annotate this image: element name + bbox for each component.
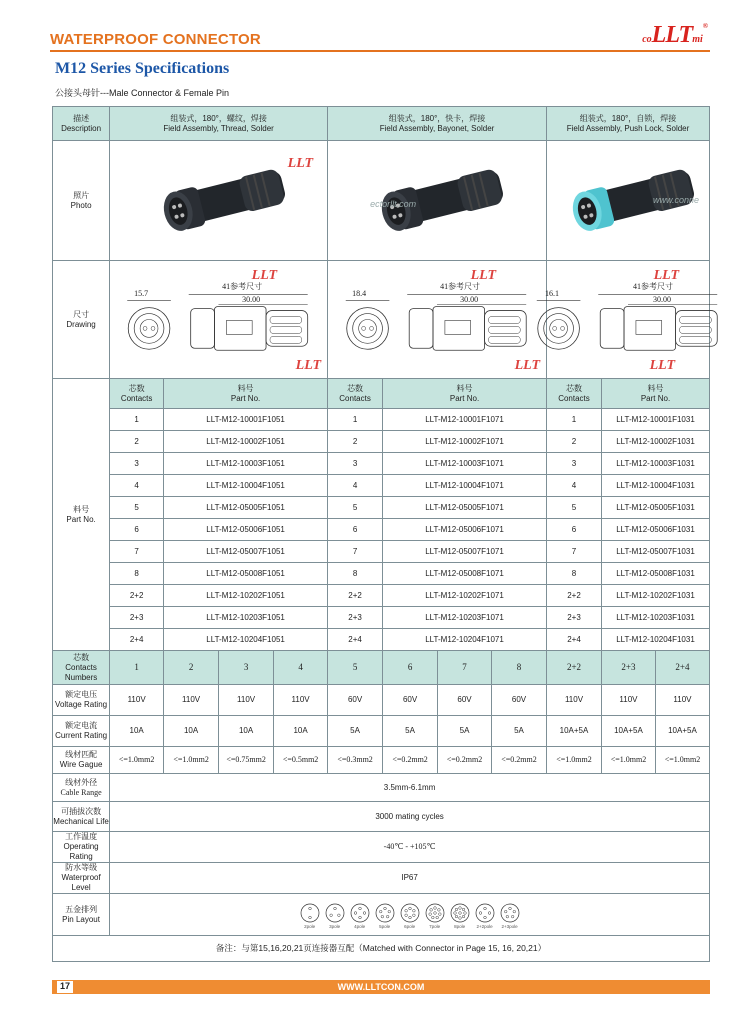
pin-diagram xyxy=(325,903,345,930)
contact-count: 3 xyxy=(110,453,164,475)
wire-value: <=1.0mm2 xyxy=(164,747,219,774)
contact-count: 8 xyxy=(328,563,383,585)
page-number: 17 xyxy=(60,981,71,991)
table-row xyxy=(53,541,710,563)
description-col-2 xyxy=(328,107,547,141)
contact-count: 6 xyxy=(547,519,602,541)
label-en: Field Assembly, Thread, Solder xyxy=(163,123,274,133)
contact-count: 4 xyxy=(328,475,383,497)
pin-diagram xyxy=(300,903,320,930)
contact-number: 8 xyxy=(491,651,546,685)
label-cn: 组装式，180°，自锁，焊接 xyxy=(579,113,677,123)
contact-number: 7 xyxy=(438,651,492,685)
part-number: LLT-M12-10202F1071 xyxy=(383,585,547,607)
table-row xyxy=(53,832,710,863)
label-en: Photo xyxy=(70,200,92,210)
part-number: LLT-M12-10204F1051 xyxy=(164,629,328,651)
photo-label xyxy=(53,141,110,261)
table-row xyxy=(53,261,710,379)
contact-count: 5 xyxy=(547,497,602,519)
contact-count: 8 xyxy=(110,563,164,585)
header-rule xyxy=(50,50,710,52)
table-row xyxy=(53,774,710,802)
reference-length: 41参考尺寸 xyxy=(222,282,263,291)
contact-count: 1 xyxy=(547,409,602,431)
contact-count: 7 xyxy=(110,541,164,563)
part-number: LLT-M12-10003F1031 xyxy=(602,453,710,475)
contact-count: 6 xyxy=(328,519,383,541)
contact-count: 2+3 xyxy=(328,607,383,629)
current-label xyxy=(53,716,110,747)
label-cn: 芯数 xyxy=(566,383,582,393)
cable-value: 3.5mm-6.1mm xyxy=(110,774,710,802)
part-number: LLT-M12-10204F1031 xyxy=(602,629,710,651)
label-cn: 额定电流 xyxy=(65,721,98,730)
description-col-3 xyxy=(547,107,710,141)
reference-length: 41参考尺寸 xyxy=(633,282,673,291)
contact-count: 2 xyxy=(110,431,164,453)
label-en: Part No. xyxy=(230,393,261,403)
label-cn: 组装式，180°，快卡，焊接 xyxy=(388,113,486,123)
contact-count: 3 xyxy=(328,453,383,475)
partno-label xyxy=(53,379,110,651)
contact-count: 2 xyxy=(547,431,602,453)
label-en: Waterproof Level xyxy=(61,873,101,892)
table-row xyxy=(53,497,710,519)
watermark-logo: LLT xyxy=(287,156,314,171)
contacts-header xyxy=(328,379,383,409)
table-row xyxy=(53,747,710,774)
label-en: Wire Gague xyxy=(59,760,103,769)
mech-value: 3000 mating cycles xyxy=(110,802,710,832)
pin-label: 3pole xyxy=(329,924,341,930)
connector-photo xyxy=(139,161,299,241)
contact-count: 8 xyxy=(547,563,602,585)
label-cn: 照片 xyxy=(73,190,90,200)
body-length: 30.00 xyxy=(653,295,671,304)
label-en: Contacts xyxy=(339,393,371,403)
label-en: Field Assembly, Push Lock, Solder xyxy=(566,123,690,133)
current-value: 10A+5A xyxy=(655,716,709,747)
table-row xyxy=(53,141,710,261)
wire-value: <=1.0mm2 xyxy=(547,747,602,774)
current-value: 10A+5A xyxy=(547,716,602,747)
table-row xyxy=(53,585,710,607)
part-number: LLT-M12-10202F1031 xyxy=(602,585,710,607)
watermark-text: www.conne xyxy=(652,195,699,205)
watermark-logo: LLT xyxy=(514,358,540,373)
contact-number: 4 xyxy=(274,651,328,685)
wire-value: <=0.2mm2 xyxy=(491,747,546,774)
photo-cell-1 xyxy=(110,141,328,261)
page-header xyxy=(50,22,710,52)
label-cn: 料号 xyxy=(456,383,473,393)
diameter-dimension: 16.1 xyxy=(545,289,559,298)
photo-cell-3 xyxy=(547,141,710,261)
label-en: Mechanical Life xyxy=(53,816,109,826)
voltage-value: 60V xyxy=(383,685,438,716)
wire-value: <=1.0mm2 xyxy=(602,747,656,774)
contacts-numbers-label xyxy=(53,651,110,685)
contact-number: 2+2 xyxy=(547,651,602,685)
watermark-logo: LLT xyxy=(649,358,675,373)
partno-header xyxy=(164,379,328,409)
contact-count: 1 xyxy=(328,409,383,431)
description-col-1 xyxy=(110,107,328,141)
label-en: Part No. xyxy=(66,514,96,524)
remark-note: 备注：与第15,16,20,21页连接器互配（Matched with Connector in Page 15, 16, 20,21） xyxy=(53,936,710,962)
pin-label: 2+2pole xyxy=(476,924,493,930)
contact-count: 7 xyxy=(328,541,383,563)
pin-diagram xyxy=(400,903,420,930)
pin-label: 5pole xyxy=(379,924,391,930)
voltage-value: 60V xyxy=(491,685,546,716)
wire-value: <=0.3mm2 xyxy=(328,747,383,774)
contact-count: 2+3 xyxy=(547,607,602,629)
part-number: LLT-M12-10002F1071 xyxy=(383,431,547,453)
pin-label: 6pole xyxy=(404,924,416,930)
part-number: LLT-M12-10001F1031 xyxy=(602,409,710,431)
table-row xyxy=(53,716,710,747)
label-en: Drawing xyxy=(66,319,96,329)
contact-count: 7 xyxy=(547,541,602,563)
table-row xyxy=(53,475,710,497)
photo-cell-2 xyxy=(328,141,547,261)
table-row xyxy=(53,431,710,453)
part-number: LLT-M12-05008F1031 xyxy=(602,563,710,585)
water-label xyxy=(53,863,110,894)
label-en: Contacts Numbers xyxy=(64,662,98,682)
part-number: LLT-M12-10202F1051 xyxy=(164,585,328,607)
label-cn: 芯数 xyxy=(347,383,364,393)
watermark-text: ectorllt.com xyxy=(370,199,417,209)
pin-label: 2pole xyxy=(304,924,316,930)
part-number: LLT-M12-05006F1051 xyxy=(164,519,328,541)
part-number: LLT-M12-05006F1071 xyxy=(383,519,547,541)
part-number: LLT-M12-10001F1051 xyxy=(164,409,328,431)
body-length: 30.00 xyxy=(242,295,261,304)
pin-diagram xyxy=(375,903,395,930)
part-number: LLT-M12-05007F1071 xyxy=(383,541,547,563)
current-value: 5A xyxy=(383,716,438,747)
label-cn: 描述 xyxy=(73,113,90,123)
part-number: LLT-M12-05005F1031 xyxy=(602,497,710,519)
contacts-header xyxy=(110,379,164,409)
voltage-value: 110V xyxy=(655,685,709,716)
part-number: LLT-M12-05008F1051 xyxy=(164,563,328,585)
wire-value: <=0.5mm2 xyxy=(274,747,328,774)
current-value: 10A xyxy=(274,716,328,747)
table-row xyxy=(53,379,710,409)
voltage-value: 60V xyxy=(328,685,383,716)
pin-label: 2+3pole xyxy=(501,924,518,930)
label-cn: 料号 xyxy=(647,383,664,393)
contact-number: 2 xyxy=(164,651,219,685)
label-cn: 料号 xyxy=(73,504,90,514)
label-cn: 五金排列 xyxy=(65,904,98,914)
voltage-value: 110V xyxy=(110,685,164,716)
body-length: 30.00 xyxy=(460,295,479,304)
pin-diagram xyxy=(450,903,470,930)
contact-count: 2+4 xyxy=(110,629,164,651)
table-row xyxy=(53,629,710,651)
label-cn: 尺寸 xyxy=(73,309,90,319)
drawing-label xyxy=(53,261,110,379)
pin-diagram xyxy=(500,903,520,930)
water-value: IP67 xyxy=(110,863,710,894)
table-row xyxy=(53,453,710,475)
table-row xyxy=(53,607,710,629)
series-title: M12 Series Specifications xyxy=(55,60,230,77)
part-number: LLT-M12-10003F1071 xyxy=(383,453,547,475)
contact-count: 4 xyxy=(110,475,164,497)
voltage-value: 110V xyxy=(164,685,219,716)
wire-value: <=0.2mm2 xyxy=(438,747,492,774)
label-cn: 线材匹配 xyxy=(65,750,98,759)
contact-count: 2 xyxy=(328,431,383,453)
label-cn: 料号 xyxy=(237,383,254,393)
label-en: Pin Layout xyxy=(62,914,100,924)
contact-count: 4 xyxy=(547,475,602,497)
contact-count: 2+4 xyxy=(328,629,383,651)
label-en: Operating Rating xyxy=(63,842,99,861)
label-cn: 额定电压 xyxy=(65,690,98,699)
contact-count: 3 xyxy=(547,453,602,475)
part-number: LLT-M12-05007F1051 xyxy=(164,541,328,563)
contact-count: 5 xyxy=(328,497,383,519)
description-label xyxy=(53,107,110,141)
part-number: LLT-M12-10204F1071 xyxy=(383,629,547,651)
contact-count: 2+2 xyxy=(328,585,383,607)
voltage-value: 110V xyxy=(274,685,328,716)
subtitle: 公接头母针---Male Connector & Female Pin xyxy=(55,88,230,98)
contact-count: 2+2 xyxy=(110,585,164,607)
partno-header xyxy=(602,379,710,409)
watermark-logo: LLT xyxy=(251,268,278,283)
current-value: 5A xyxy=(438,716,492,747)
contact-count: 2+2 xyxy=(547,585,602,607)
label-cn: 工作温度 xyxy=(65,832,98,841)
table-row xyxy=(53,936,710,962)
table-row xyxy=(53,802,710,832)
drawing-cell-3 xyxy=(547,261,710,379)
section-title: WATERPROOF CONNECTOR xyxy=(50,31,261,48)
dimension-drawing xyxy=(110,261,327,378)
table-row xyxy=(53,563,710,585)
diameter-dimension: 15.7 xyxy=(134,289,149,298)
label-cn: 防水等级 xyxy=(65,863,98,872)
label-cn: 可插拔次数 xyxy=(61,806,102,816)
table-row xyxy=(53,107,710,141)
pin-diagram xyxy=(350,903,370,930)
part-number: LLT-M12-10001F1071 xyxy=(383,409,547,431)
part-number: LLT-M12-10002F1031 xyxy=(602,431,710,453)
part-number: LLT-M12-10004F1071 xyxy=(383,475,547,497)
label-en: Current Rating xyxy=(55,731,108,740)
contact-number: 1 xyxy=(110,651,164,685)
pin-layout-label xyxy=(53,894,110,936)
contact-number: 6 xyxy=(383,651,438,685)
temp-value: -40℃ - +105℃ xyxy=(110,832,710,863)
table-row xyxy=(53,685,710,716)
pin-diagram xyxy=(425,903,445,930)
watermark-logo: LLT xyxy=(470,268,496,283)
current-value: 10A xyxy=(110,716,164,747)
drawing-cell-2 xyxy=(328,261,547,379)
table-row xyxy=(53,409,710,431)
dimension-drawing xyxy=(547,261,709,378)
table-row xyxy=(53,863,710,894)
pin-label: 8pole xyxy=(454,924,466,930)
label-en: Voltage Rating xyxy=(55,700,108,709)
label-cn: 线材外径 xyxy=(65,777,98,787)
voltage-value: 110V xyxy=(602,685,656,716)
wire-label xyxy=(53,747,110,774)
label-en: Part No. xyxy=(640,393,671,403)
label-cn: 芯数 xyxy=(128,383,145,393)
part-number: LLT-M12-10203F1031 xyxy=(602,607,710,629)
voltage-label xyxy=(53,685,110,716)
watermark-logo: LLT xyxy=(295,358,322,373)
contact-number: 3 xyxy=(219,651,274,685)
current-value: 5A xyxy=(491,716,546,747)
part-number: LLT-M12-10203F1051 xyxy=(164,607,328,629)
contact-count: 1 xyxy=(110,409,164,431)
part-number: LLT-M12-05007F1031 xyxy=(602,541,710,563)
brand-logo: coLLTmi® xyxy=(642,22,708,48)
voltage-value: 60V xyxy=(438,685,492,716)
label-en: Part No. xyxy=(449,393,480,403)
watermark-logo: LLT xyxy=(653,268,679,283)
part-number: LLT-M12-10002F1051 xyxy=(164,431,328,453)
table-row xyxy=(53,651,710,685)
part-number: LLT-M12-05005F1071 xyxy=(383,497,547,519)
current-value: 10A xyxy=(219,716,274,747)
pin-label: 4pole xyxy=(354,924,366,930)
contacts-header xyxy=(547,379,602,409)
footer-bar xyxy=(52,980,710,994)
table-row xyxy=(53,894,710,936)
part-number: LLT-M12-05006F1031 xyxy=(602,519,710,541)
wire-value: <=0.75mm2 xyxy=(219,747,274,774)
cable-label xyxy=(53,774,110,802)
label-en: Contacts xyxy=(120,393,153,403)
partno-header xyxy=(383,379,547,409)
pin-diagram xyxy=(475,903,495,930)
pin-label: 7pole xyxy=(429,924,441,930)
table-row xyxy=(53,519,710,541)
pin-layout-row xyxy=(110,899,709,930)
label-en: Cable Range xyxy=(60,787,102,797)
website-link[interactable]: WWW.LLTCON.COM xyxy=(337,982,425,992)
label-cn: 芯数 xyxy=(73,652,90,662)
voltage-value: 110V xyxy=(219,685,274,716)
part-number: LLT-M12-10004F1051 xyxy=(164,475,328,497)
voltage-value: 110V xyxy=(547,685,602,716)
dimension-drawing xyxy=(328,261,546,378)
label-cn: 组装式，180°，螺纹，焊接 xyxy=(170,113,267,123)
contact-count: 2+3 xyxy=(110,607,164,629)
current-value: 5A xyxy=(328,716,383,747)
contact-count: 6 xyxy=(110,519,164,541)
wire-value: <=1.0mm2 xyxy=(110,747,164,774)
contact-number: 5 xyxy=(328,651,383,685)
spec-table xyxy=(52,106,710,962)
label-en: Field Assembly, Bayonet, Solder xyxy=(379,123,495,133)
wire-value: <=1.0mm2 xyxy=(655,747,709,774)
temp-label xyxy=(53,832,110,863)
part-number: LLT-M12-10004F1031 xyxy=(602,475,710,497)
current-value: 10A+5A xyxy=(602,716,656,747)
current-value: 10A xyxy=(164,716,219,747)
part-number: LLT-M12-05005F1051 xyxy=(164,497,328,519)
part-number: LLT-M12-10203F1071 xyxy=(383,607,547,629)
contact-number: 2+4 xyxy=(655,651,709,685)
label-en: Description xyxy=(61,123,102,133)
diameter-dimension: 18.4 xyxy=(352,289,367,298)
contact-number: 2+3 xyxy=(602,651,656,685)
label-en: Contacts xyxy=(558,393,590,403)
drawing-cell-1 xyxy=(110,261,328,379)
part-number: LLT-M12-05008F1071 xyxy=(383,563,547,585)
mech-label xyxy=(53,802,110,832)
contact-count: 5 xyxy=(110,497,164,519)
reference-length: 41参考尺寸 xyxy=(440,282,481,291)
wire-value: <=0.2mm2 xyxy=(383,747,438,774)
pin-layout-cell xyxy=(110,894,710,936)
part-number: LLT-M12-10003F1051 xyxy=(164,453,328,475)
contact-count: 2+4 xyxy=(547,629,602,651)
